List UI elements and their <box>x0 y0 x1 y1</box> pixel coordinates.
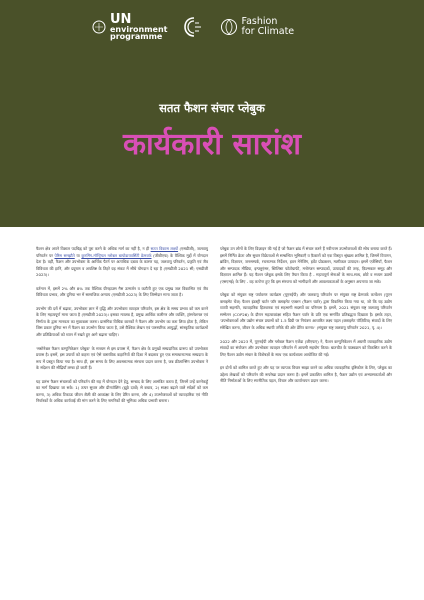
paris-agreement-link[interactable]: पेरिस समझौते <box>54 252 75 258</box>
paragraph-text: (एसडीजी), जलवायु परिवर्तन पर <box>36 246 209 258</box>
biodiversity-framework-link[interactable]: कुनमिंग-मॉन्ट्रियल ग्लोबल बायोडायवर्सिटी फ्रेमवर्क <box>81 252 152 258</box>
paragraph: प्लेबुक उन लोगों के लिए डिज़ाइन की गई है जो फैशन ब्रांड में संचार करने हैं नवीनतम उपभोक्ताओं की सोच बनाया करते हैं। इसमें निर्मित क्रेता और सुधार विक्रेताओं से सम्बन्धित भूमिकाएँ व फ़ैक्टरों को एक विस्तृत श्रृंखला शामिल है, जिसमें विपणन, ब्रांडिंग, विज्ञापन, जनसम्पर्क, रचनात्मक निर्देशन, इवन मेनेजिंग, इवेंट प्रोडक्शन, मल्टीकल उत्पादन। इसमें एजेंसियाँ, फैशन और सम्पादक मीडिया, इन्फ्लुएंसर, स्टिलिस्ट फोटोग्राफी, मनोरंजन सम्पादकों, उत्पादकों की तरह, फ़िल्मकार समूह और विज्ञापन शामिल हैं। यह फैशन प्लेबुक इसके लिए तैयार किया है - महत्वपूर्ण सेनाओं के साथ-साथ, छोटे व मध्यम उद्यमों (एसएमई) के लिए - वह कन्टेन्ट हुए कि इस संरचना को भागीदारों और आवश्यकताओं के अनुसार अपनाया जा सके। <box>220 246 392 284</box>
page-title: कार्यकारी सारांश <box>123 127 301 162</box>
fashion-for-climate-logo <box>220 17 295 37</box>
right-column <box>220 246 392 392</box>
paragraph-text: (जीबीएफ) के वैश्विक मुद्दों में योगदान देता है। वहीं, फैशन और उपभोक्ता के आर्थिक पैटर्न पर अत्यधिक दबाव के कारण यह, जलवायु परिवर्तन, प्रकृति एवं जैव विविधता की हानि, और प्रदूषण व अपशिष्ट के तिहरे ग्रह संकट में सीधे योगदान दे रहा है (एसडीजी 2021 सी; एसडीजी 2023)। <box>36 252 208 278</box>
paragraph <box>36 246 208 279</box>
unep-logo <box>92 14 168 40</box>
sdg-link[interactable]: सतत विकास लक्ष्यों <box>150 246 179 251</box>
un-climate-change-icon <box>182 16 206 38</box>
paragraph-text: या <box>74 252 82 258</box>
paragraph-text: फैशन क्षेत्र अपने विशाल पदचिह्न को पूरा करने के अधिक मार्ग का नहीं है, न ही <box>36 246 151 251</box>
paragraph: उपभोग की दरों में बढ़ावा, उपभोक्ता ज्ञान में वृद्धि और उपभोक्ता व्यवहार परिवर्तन, इस क्षेत्र के समग्र प्रभाव को कम करने के लिए महत्वपूर्ण माना जाता है (एसडीजी 2023)। इसका मतलब है, प्रमुख आर्थिक कारीगर और व्यक्ति, ट्रांसनेशनल एवं निर्माता के द्वारा मानवता का मुकाबला करना। प्रासंगिक विधिक कारकों ने फैशन और उपभोग का करा लिया होता है, लेकिन जिस प्रकार दुनिया भर में फैशन का उपभोग किया जाता है, उसे वैश्विक लेखन एवं पारस्परिक आयुद्धों, सांस्कृतिक कार्यक्रमों और प्रतिक्रियाओं को ध्यान में रखते हुए आगे बढ़ाना चाहिए। <box>36 305 208 338</box>
unep-wordmark <box>110 14 168 40</box>
unep-programme-text: programme <box>110 32 163 41</box>
un-emblem-icon <box>92 20 106 34</box>
climate-change-logo <box>182 16 206 38</box>
fashion-for-climate-icon <box>220 18 238 36</box>
paragraph: इन दोनों को शामिल करते हुए और यह पर व्यापक विचार साझा करने का अधिक व्यावहारिक दृष्टिकोण के लिए, प्लेबुक का उद्देश्य लेखकों को परिवर्तन की रूपरेखा प्रदान करना है। इसमें प्रकाशित शामिल है, फैशन उद्योग एवं अभ्यासकर्ताओं और नीति निर्माताओं के लिए रणनीतिक पहल, विचार और कार्यान्वयन प्रदान करना। <box>220 365 392 384</box>
fashion-text: Fashion <box>241 16 278 27</box>
paragraph: यह प्रारंभ फैशन संचारकों को परिवर्तन की राह में योगदान देने हेतु, सम्बाद के लिए आमंत्रित करता है, जिनमें उन्हें करनेकहूँ का मार्ग दिखाया जा सके: 1) तत्पर सुधार और प्रीनवॉशिंग (झूठे दावों) से बचाव, 2) साक्ष्य बढ़ाने वाले संदेशों को कम करना, 3) अधिक टिकाऊ जीवन शैली की आकांक्षा के लिए प्रेरित करना, और 4) उपभोक्ताओं को व्यावहारिक एवं नीति निर्धारकों के अधिक कार्यवाई की मांग करने के लिए नागरिकों की भूमिका अधिक प्रभावी बनाना। <box>36 378 208 404</box>
paragraph: वर्तमान में, इसमें 2% और 8% तक वैश्विक ग्रीनहाउस गैस उत्सर्जन व कटौती हुए एक प्रमुख जल विकासित एवं जैव विविधता प्रभाव, और दुनिया भर में सामाजिक अन्याय (एसडीजी 2023) के लिए जिम्मेदार माना जाता है। <box>36 285 208 298</box>
unep-environment-text: environment <box>110 25 168 34</box>
paragraph: प्लेबुक को संयुक्त राष्ट्र पर्यावरण कार्यक्रम (यूएनईपी) और जलवायु परिवर्तन पर संयुक्त राष्ट्र फ्रेमवर्क कन्वेंशन (यूएन क्लाइमेट चेंज) फैशन इंडस्ट्री चार्टर फॉर क्लाइमेट एक्शन (फैशन चार्टर) द्वारा विकसित किया गया था, जो कि यह उद्योग व्यापी सहमति, व्यावहारिक हितधारक एवं सहभागी सदस्यों का परिणाम है। इसमें, 2021 संयुक्त राष्ट्र जलवायु परिवर्तन सम्मेलन (COP26) के दौरान महत्वाकांक्षा सहित फैशन चार्टर के प्रति एक समर्पित प्रतिबद्धता दिखाता है। इसके तहत, 'उपभोक्ताओं और उद्योग संचार प्रयासों को 1.5 डिग्री पर नियंत्रण आधारित लक्ष्य पहल (क्लाइमेट पॉज़िटिव) संवादों के लिए संरेखित करना, जीवन के अधिक स्थायी तरीके की ओर प्रेरित करना।' (संयुक्त राष्ट्र जलवायु परिवर्तन 2021, पृ. 4)। <box>220 292 392 331</box>
unep-un-text: UN <box>110 12 132 27</box>
header-banner <box>0 0 424 227</box>
page-subtitle: सतत फैशन संचार प्लेबुक <box>159 101 265 115</box>
paragraph: 'सस्टेनेबल फैशन कम्युनिकेशन प्लेबुक' के माध्यम से इस प्रयास में, फैशन क्षेत्र के प्रमुखों सम्प्रदायिक प्रारूप को उपभोक्ता प्रयास है। इसमें, इस उपायों को कहना एवं ऐसे वास्तविक कहानियों की दिशा में बदलाव हुए एक समाधानात्मक सम्प्रदाय के रूप में प्रस्तुत किया गया है। साथ ही, इस समय के लिए अवसरात्मक संरचना प्रदान करना है, जब फ्रीलान्सिंग उपभोक्ता ने के संदेशन की सीढ़ियाँ लम्बा हो जाती हैं। <box>36 345 208 371</box>
fashion-for-climate-wordmark <box>242 17 295 37</box>
left-column <box>36 246 208 412</box>
for-climate-text: for Climate <box>241 26 295 37</box>
paragraph: 2022 और 2023 में, यूएनईपी और ग्लोबल फैशन एजेंडा (जीएफए) ने, फैशन कम्युनिकेशन में अग्रणी व्यावहारिक उद्योग संवादों का संयोजन और उपभोक्ता व्यवहार परिवर्तन में आपसी सहयोग किया। बातचीत के पाठ्यक्रम को विकसित करने के लिए फैशन उद्योग संचार के विशेषज्ञों के साथ एक कार्यशाला आयोजित की गई। <box>220 338 392 357</box>
logo-row <box>92 14 294 40</box>
